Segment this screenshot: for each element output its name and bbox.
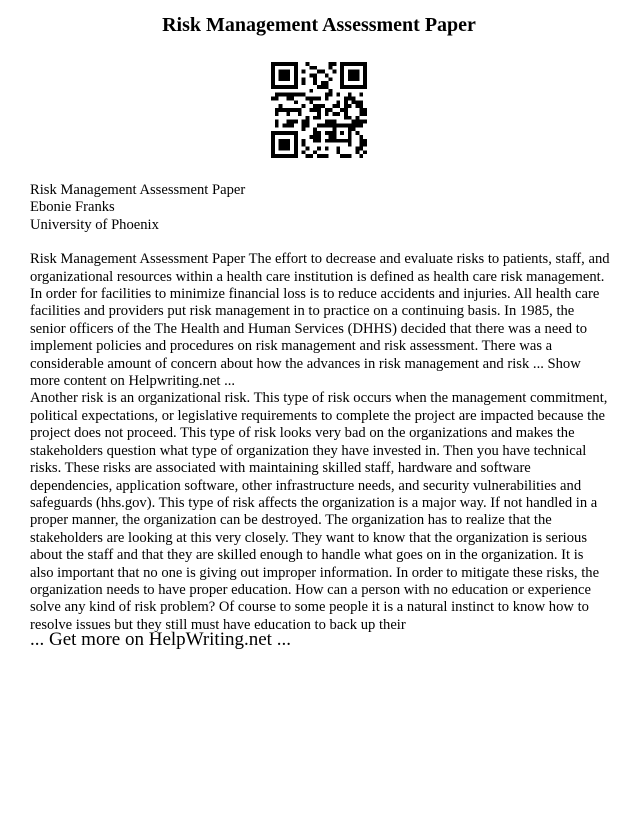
doc-header-author: Ebonie Franks — [30, 199, 115, 216]
qr-code-icon — [271, 62, 367, 158]
page-title: Risk Management Assessment Paper — [162, 14, 476, 36]
spacer — [30, 234, 610, 251]
get-more-link[interactable]: ... Get more on HelpWriting.net ... — [30, 629, 291, 650]
doc-header-institution: University of Phoenix — [30, 216, 159, 233]
doc-header-title: Risk Management Assessment Paper — [30, 182, 246, 198]
paragraph-organizational-risk: Another risk is an organizational risk. This type of risk occurs when the management commitment, political expectations, or legislative requirements to complete the project are impacted because the project does not proceed. This type of risk looks very bad on the organizations and makes the stakeholders question what type of organization they have invested in. Then you have technical risks. These risks are associated with maintaining skilled staff, hardware and software dependencies, application software, other infrastructure needs, and security vulnerabilities and safeguards (hhs.gov). This type of risk affects the organization is a major way. If not handled in a proper manner, the organization can be destroyed. The organization has to realize that the stakeholders are looking at this very closely. They want to know that the organization is serious about the staff and that they are skilled enough to handle what goes on in the organization. It is also important that no one is giving out improper information. In order to mitigate these risks, the organization needs to have proper education. How can a person with no education or experience solve any kind of risk problem? Of course to some people it is a natural instinct to know how to resolve issues but they still must have education to back up their — [30, 390, 608, 633]
paragraph-intro: Risk Management Assessment Paper The effort to decrease and evaluate risks to patients, staff, and organizational resources within a health care institution is defined as health care risk management. In order for facilities to minimize financial loss is to reduce accidents and injuries. All health care facilities and providers put risk management in to practice on a continuing basis. In 1985, the senior officers of the The Health and Human Services (DHHS) decided that there was a need to implement policies and procedures on risk management and risk assessment. There was a considerable amount of concern about how the advances in risk management and risk ... Show more content on Helpwriting.net ... — [30, 251, 610, 390]
document-body — [30, 182, 610, 634]
